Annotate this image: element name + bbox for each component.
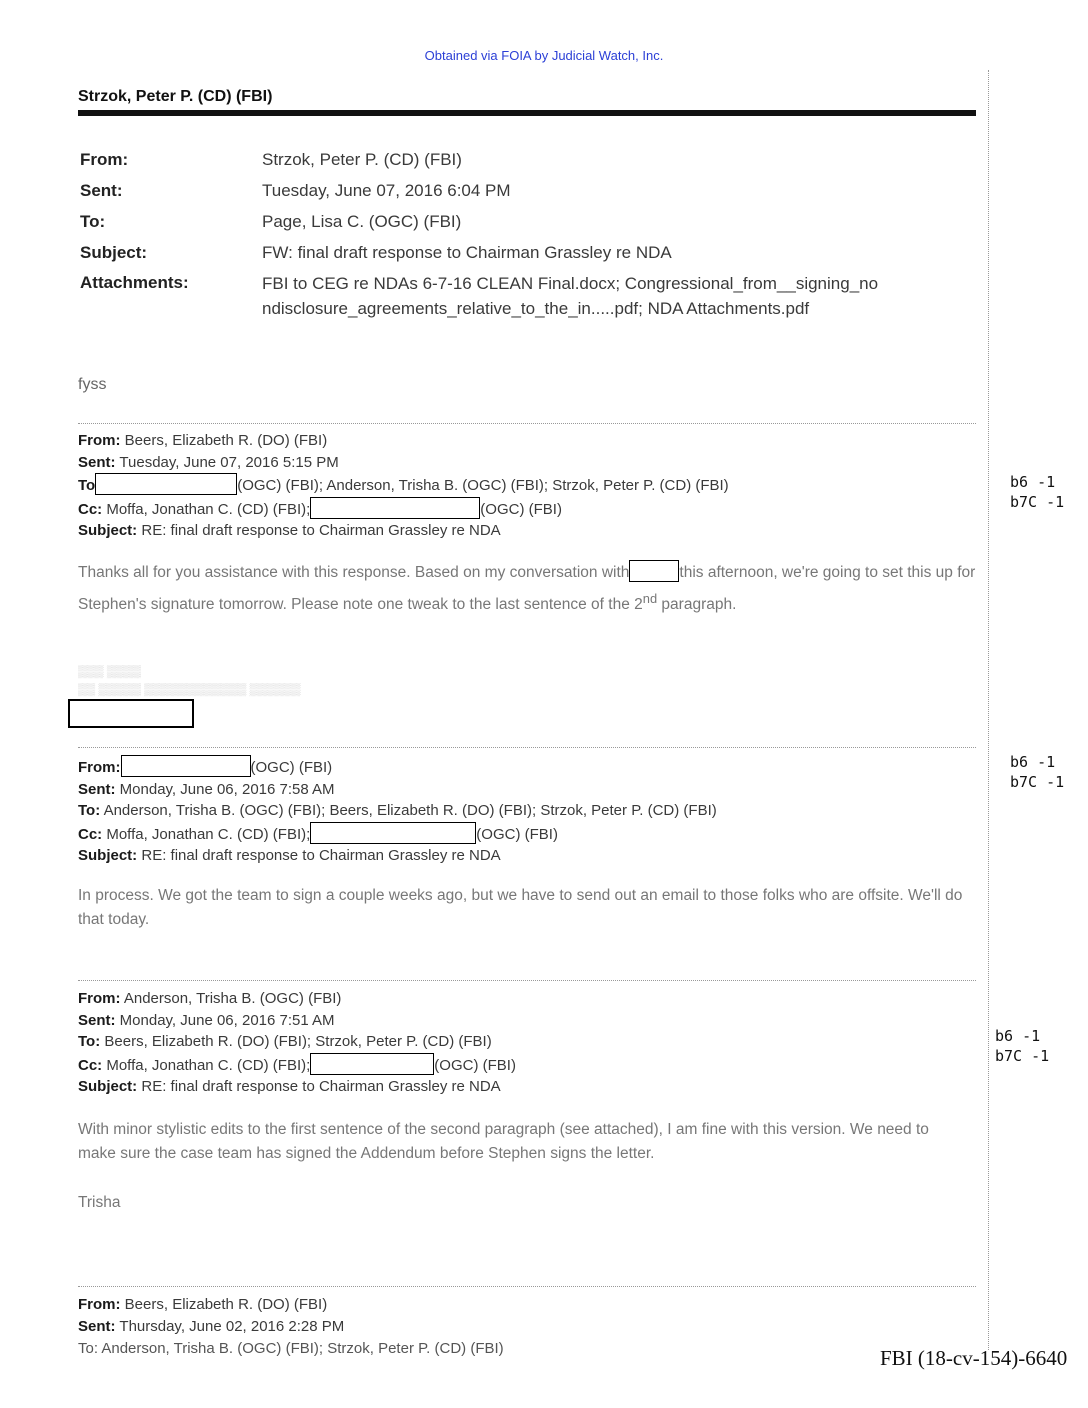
exemption-code: b7C -1 <box>1010 773 1065 791</box>
redaction-box <box>121 755 251 777</box>
subject-value: RE: final draft response to Chairman Grassley re NDA <box>141 1078 501 1095</box>
cc-value-2: (OGC) (FBI) <box>434 1056 516 1074</box>
to-label: To: <box>78 1033 101 1050</box>
message-2-body: In process. We got the team to sign a couple weeks ago, but we have to send out an email to those folks who are offsite. We'll do that today. <box>78 887 963 928</box>
mailbox-owner: Strzok, Peter P. (CD) (FBI) <box>78 88 273 105</box>
sent-label: Sent: <box>80 181 123 200</box>
body-text: Thanks all for you assistance with this response. Based on my conversation with <box>78 564 630 581</box>
sent-value: Tuesday, June 07, 2016 6:04 PM <box>262 181 511 200</box>
sent-value: Tuesday, June 07, 2016 5:15 PM <box>119 453 339 471</box>
exemption-code: b6 -1 <box>1010 473 1056 491</box>
margin-dotted-line <box>988 70 989 1350</box>
to-label: To: <box>80 212 106 231</box>
from-value: Beers, Elizabeth R. (DO) (FBI) <box>124 1296 328 1313</box>
to-value: Anderson, Trisha B. (OGC) (FBI); Beers, Elizabeth R. (DO) (FBI); Strzok, Peter P. (CD) (FBI) <box>103 802 717 819</box>
exemption-code: b7C -1 <box>995 1047 1050 1065</box>
to-label: To: <box>78 802 101 819</box>
sent-label: Sent: <box>78 1317 116 1335</box>
exemption-code: b7C -1 <box>1010 493 1065 511</box>
header-rule <box>78 110 976 116</box>
to-value: (OGC) (FBI); Anderson, Trisha B. (OGC) (FBI); Strzok, Peter P. (CD) (FBI) <box>237 477 729 494</box>
redaction-box <box>95 473 237 495</box>
exemption-codes <box>1010 472 1064 512</box>
from-value: Beers, Elizabeth R. (DO) (FBI) <box>124 432 328 449</box>
cc-value-2: (OGC) (FBI) <box>476 825 558 843</box>
cc-value-2: (OGC) (FBI) <box>480 500 562 518</box>
attachments-label: Attachments: <box>80 273 189 292</box>
message-separator <box>78 423 976 424</box>
subject-label: Subject: <box>78 522 138 539</box>
body-text-2: this afternoon, we're going to set this up for Stephen's signature tomorrow. Please note one tweak to the last sentence of the 2 <box>78 564 976 614</box>
faded-signature: ▒▒▒ ▒▒▒▒ ▒▒ ▒▒▒▒▒ ▒▒▒▒▒▒▒▒▒▒▒▒ ▒▒▒▒▒▒ <box>78 664 301 696</box>
to-value: Beers, Elizabeth R. (DO) (FBI); Strzok, Peter P. (CD) (FBI) <box>104 1033 492 1050</box>
message-3-header <box>78 988 978 1098</box>
redaction-box <box>68 699 194 728</box>
cc-label: Cc: <box>78 825 103 843</box>
cc-label: Cc: <box>78 500 103 518</box>
from-label: From: <box>78 759 121 776</box>
exemption-codes <box>1010 752 1064 792</box>
truncated-to-line <box>78 1340 578 1357</box>
from-value: Anderson, Trisha B. (OGC) (FBI) <box>123 990 342 1007</box>
ordinal-suffix: nd <box>642 591 658 606</box>
message-separator <box>78 747 976 748</box>
redaction-box <box>629 560 679 582</box>
from-label: From: <box>78 1296 121 1313</box>
subject-value: RE: final draft response to Chairman Grassley re NDA <box>141 847 501 864</box>
attachment-line-1: FBI to CEG re NDAs 6-7-16 CLEAN Final.docx; Congressional_from__signing_no <box>262 274 879 293</box>
message-1-body <box>78 560 978 618</box>
cc-value: Moffa, Jonathan C. (CD) (FBI); <box>106 500 311 518</box>
attachment-line-2: ndisclosure_agreements_relative_to_the_in.....pdf; NDA Attachments.pdf <box>262 299 810 318</box>
sent-value: Monday, June 06, 2016 7:51 AM <box>119 1011 335 1029</box>
exemption-code: b6 -1 <box>995 1027 1041 1045</box>
redaction-box <box>310 497 480 519</box>
cc-label: Cc: <box>78 1056 103 1074</box>
greeting: fyss <box>78 376 107 393</box>
subject-label: Subject: <box>78 1078 138 1095</box>
to-label: To <box>78 477 96 494</box>
from-label: From: <box>78 990 121 1007</box>
cc-value: Moffa, Jonathan C. (CD) (FBI); <box>106 825 311 843</box>
foia-watermark: Obtained via FOIA by Judicial Watch, Inc. <box>424 48 664 63</box>
sent-label: Sent: <box>78 1011 116 1029</box>
sent-value: Thursday, June 02, 2016 2:28 PM <box>119 1317 345 1335</box>
sent-value: Monday, June 06, 2016 7:58 AM <box>119 780 335 798</box>
cc-value: Moffa, Jonathan C. (CD) (FBI); <box>106 1056 311 1074</box>
subject-value: RE: final draft response to Chairman Grassley re NDA <box>141 522 501 539</box>
subject-value: FW: final draft response to Chairman Grassley re NDA <box>262 243 672 262</box>
message-3-signoff: Trisha <box>78 1194 121 1211</box>
from-label: From: <box>80 150 129 169</box>
message-separator <box>78 980 976 981</box>
subject-label: Subject: <box>80 243 148 262</box>
redaction-box <box>310 822 476 844</box>
exemption-code: b6 -1 <box>1010 753 1056 771</box>
message-4-header <box>78 1294 978 1337</box>
sent-label: Sent: <box>78 780 116 798</box>
message-separator <box>78 1286 976 1287</box>
bates-number: FBI (18-cv-154)-6640 <box>880 1346 1068 1370</box>
from-value: (OGC) (FBI) <box>250 759 333 776</box>
from-label: From: <box>78 432 121 449</box>
body-text-3: paragraph. <box>657 596 737 614</box>
from-value: Strzok, Peter P. (CD) (FBI) <box>262 150 462 169</box>
message-2-header <box>78 755 978 867</box>
to-value: Page, Lisa C. (OGC) (FBI) <box>262 212 462 231</box>
sent-label: Sent: <box>78 453 116 471</box>
subject-label: Subject: <box>78 847 138 864</box>
message-1-header <box>78 430 978 542</box>
to-line-cut: To: Anderson, Trisha B. (OGC) (FBI); Strzok, Peter P. (CD) (FBI) <box>78 1340 504 1357</box>
message-3-body: With minor stylistic edits to the first sentence of the second paragraph (see attached), I am fine with this version. We need to make sure the case team has signed the Addendum before Stephen signs the letter. <box>78 1121 929 1162</box>
exemption-codes <box>995 1026 1049 1066</box>
redaction-box <box>310 1053 434 1075</box>
